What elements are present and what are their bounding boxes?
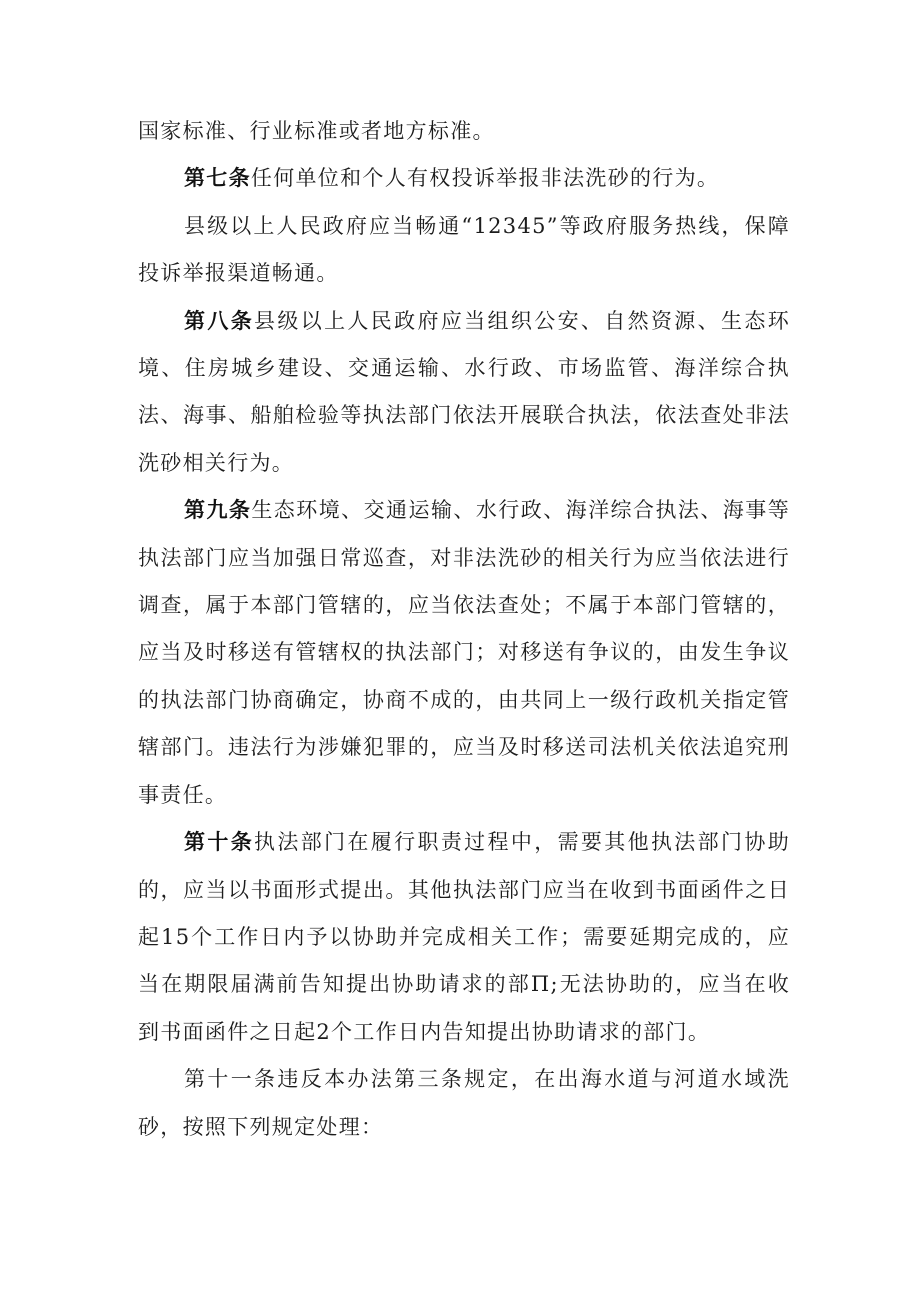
- article-number: 第十条: [184, 830, 255, 855]
- paragraph-text: 县级以上人民政府应当畅通“12345”等政府服务热线，保障投诉举报渠道畅通。: [138, 213, 790, 286]
- paragraph-article-8: [138, 298, 790, 488]
- paragraph-text: 县级以上人民政府应当组织公安、自然资源、生态环境、住房城乡建设、交通运输、水行政、市场监管、海洋综合执法、海事、船舶检验等执法部门依法开展联合执法，依法查处非法洗砂相关行为。: [138, 308, 790, 475]
- article-number: 第九条: [184, 498, 252, 523]
- document-body: [138, 108, 790, 1151]
- article-number: 第八条: [184, 308, 255, 333]
- paragraph-article-10: [138, 819, 790, 1056]
- paragraph-text: 第十一条违反本办法第三条规定，在出海水道与河道水域洗砂，按照下列规定处理：: [138, 1067, 790, 1139]
- paragraph-article-9: [138, 487, 790, 819]
- article-number: 第七条: [184, 166, 251, 191]
- paragraph-text: 任何单位和个人有权投诉举报非法洗砂的行为。: [250, 166, 720, 191]
- paragraph-article-11: [138, 1056, 790, 1151]
- paragraph-text: 执法部门在履行职责过程中，需要其他执法部门协助的，应当以书面形式提出。其他执法部门应当在收到书面函件之日起15个工作日内予以协助并完成相关工作；需要延期完成的，应当在期限届满前告知提出协助请求的部Π;无法协助的，应当在收到书面函件之日起2个工作日内告知提出协助请求的部门。: [138, 830, 790, 1044]
- paragraph-text: 国家标准、行业标准或者地方标准。: [138, 119, 495, 143]
- paragraph-hotline: [138, 203, 790, 298]
- paragraph-text: 生态环境、交通运输、水行政、海洋综合执法、海事等执法部门应当加强日常巡查，对非法洗砂的相关行为应当依法进行调查，属于本部门管辖的，应当依法查处；不属于本部门管辖的，应当及时移送有管辖权的执法部门；对移送有争议的，由发生争议的执法部门协商确定，协商不成的，由共同上一级行政机关指定管辖部门。违法行为涉嫌犯罪的，应当及时移送司法机关依法追究刑事责任。: [138, 498, 790, 807]
- paragraph-article-7: [138, 155, 790, 202]
- paragraph-continuation: [138, 108, 790, 155]
